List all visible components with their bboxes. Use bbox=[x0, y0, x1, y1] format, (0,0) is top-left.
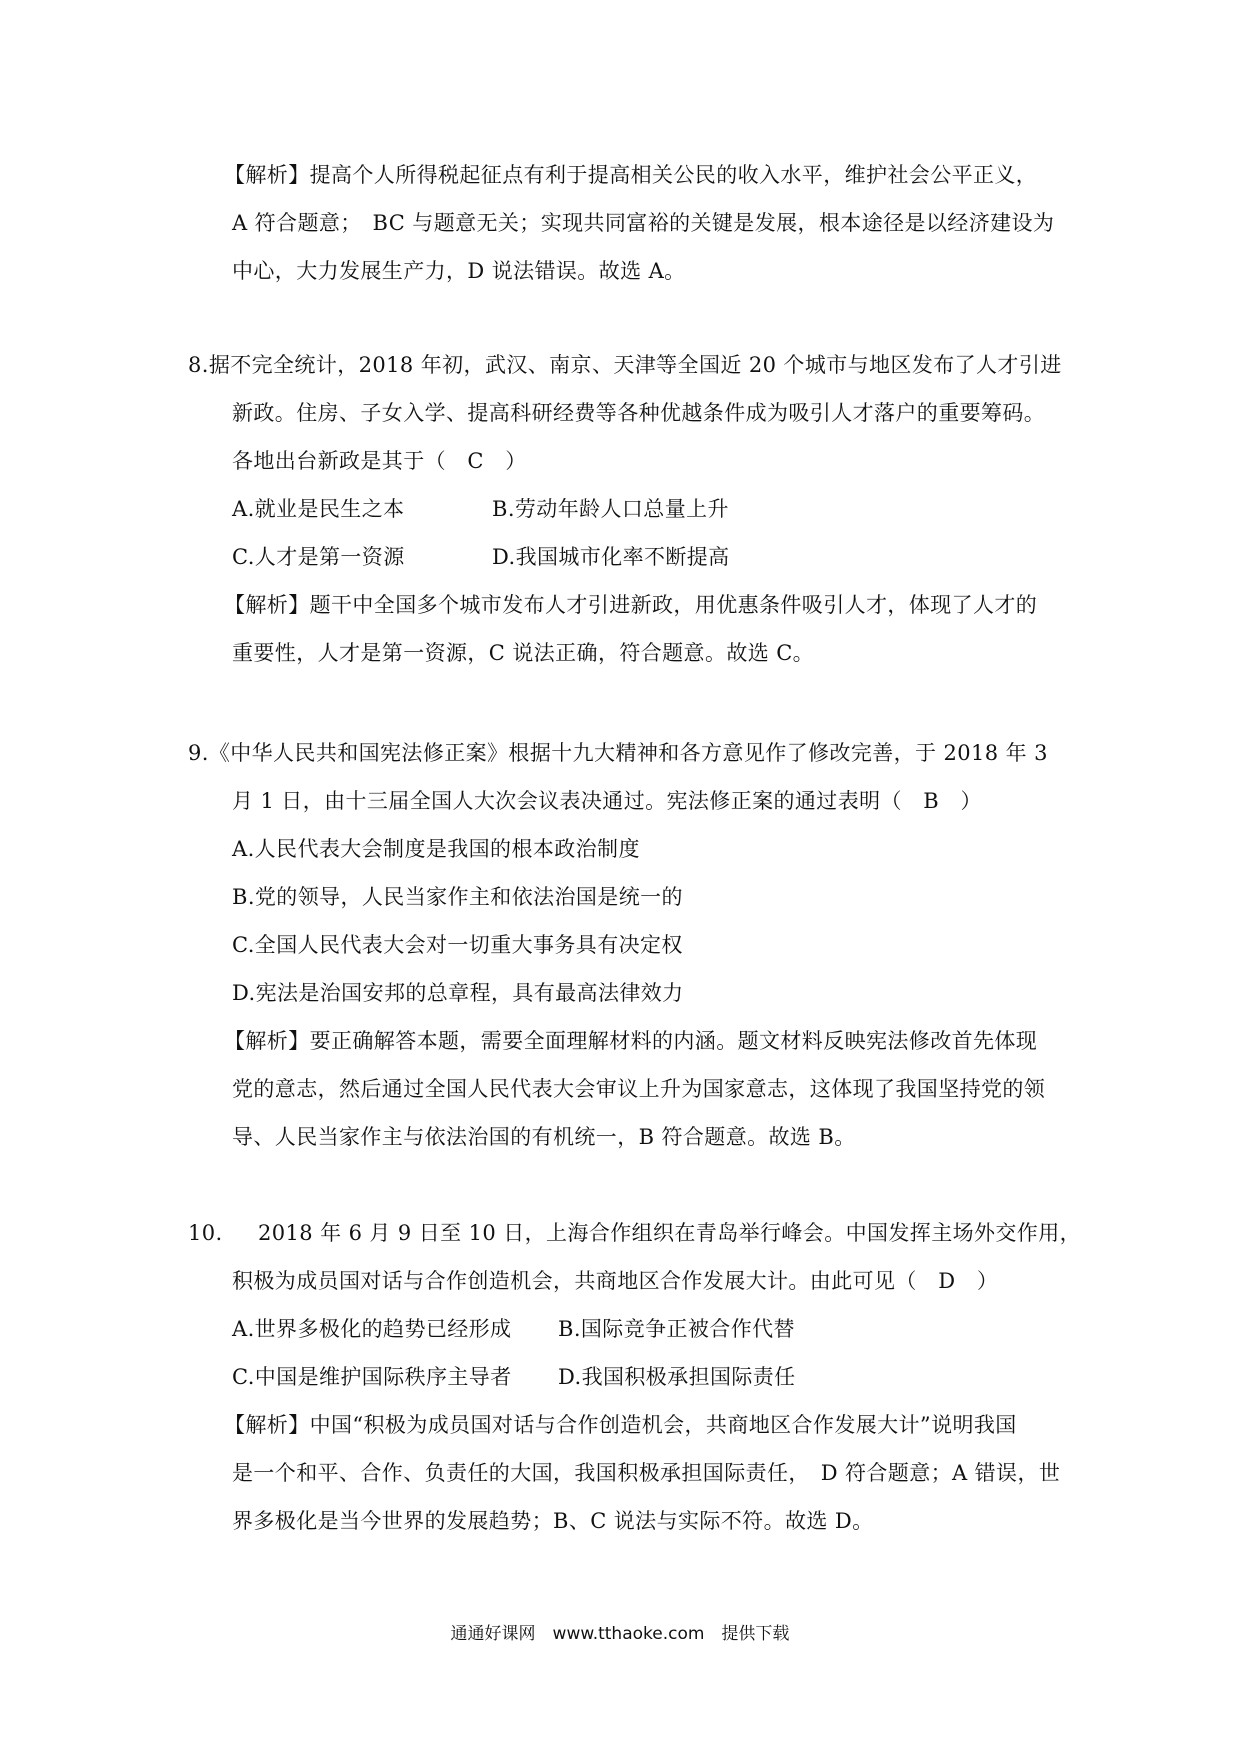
q9-option-a: A.人民代表大会制度是我国的根本政治制度 bbox=[232, 837, 640, 861]
q9-analysis-line-1: 【解析】要正确解答本题，需要全面理解材料的内涵。题文材料反映宪法修改首先体现 bbox=[224, 1029, 1038, 1053]
page-footer: 通通好课网 www.tthaoke.com 提供下载 bbox=[450, 1624, 790, 1644]
q10-option-c: C.中国是维护国际秩序主导者 bbox=[232, 1365, 512, 1389]
q9-option-c: C.全国人民代表大会对一切重大事务具有决定权 bbox=[232, 933, 683, 957]
q10-option-a: A.世界多极化的趋势已经形成 bbox=[232, 1317, 512, 1341]
q10-analysis-line-1: 【解析】中国“积极为成员国对话与合作创造机会，共商地区合作发展大计”说明我国 bbox=[224, 1413, 1017, 1437]
q8-option-a: A.就业是民生之本 bbox=[232, 497, 405, 521]
q9-stem-line-1: 9.《中华人民共和国宪法修正案》根据十九大精神和各方意见作了修改完善，于 2018 年 3 bbox=[188, 741, 1048, 765]
q7-analysis-line-1: 【解析】提高个人所得税起征点有利于提高相关公民的收入水平，维护社会公平正义， bbox=[224, 163, 1038, 187]
q10-option-b: B.国际竞争正被合作代替 bbox=[558, 1317, 795, 1341]
q10-stem-line-2: 积极为成员国对话与合作创造机会，共商地区合作发展大计。由此可见（ D ） bbox=[232, 1269, 999, 1293]
q8-analysis-line-2: 重要性，人才是第一资源，C 说法正确，符合题意。故选 C。 bbox=[232, 641, 815, 665]
q10-stem-line-1: 2018 年 6 月 9 日至 10 日，上海合作组织在青岛举行峰会。中国发挥主场外交作用， bbox=[258, 1221, 1082, 1245]
q7-analysis-line-3: 中心，大力发展生产力，D 说法错误。故选 A。 bbox=[232, 259, 686, 283]
q7-analysis-line-2: A 符合题意； BC 与题意无关；实现共同富裕的关键是发展，根本途径是以经济建设为 bbox=[232, 211, 1055, 235]
q8-stem-line-1: 8.据不完全统计，2018 年初，武汉、南京、天津等全国近 20 个城市与地区发布了人才引进 bbox=[188, 353, 1062, 377]
q8-stem-line-3: 各地出台新政是其于（ C ） bbox=[232, 449, 527, 473]
q9-analysis-line-3: 导、人民当家作主与依法治国的有机统一，B 符合题意。故选 B。 bbox=[232, 1125, 856, 1149]
q10-analysis-line-3: 界多极化是当今世界的发展趋势；B、C 说法与实际不符。故选 D。 bbox=[232, 1509, 874, 1533]
q8-stem-line-2: 新政。住房、子女入学、提高科研经费等各种优越条件成为吸引人才落户的重要筹码。 bbox=[232, 401, 1046, 425]
q9-option-b: B.党的领导，人民当家作主和依法治国是统一的 bbox=[232, 885, 683, 909]
q9-option-d: D.宪法是治国安邦的总章程，具有最高法律效力 bbox=[232, 981, 684, 1005]
q8-option-d: D.我国城市化率不断提高 bbox=[492, 545, 730, 569]
q9-stem-line-2: 月 1 日，由十三届全国人大次会议表决通过。宪法修正案的通过表明（ B ） bbox=[232, 789, 982, 813]
q10-option-d: D.我国积极承担国际责任 bbox=[558, 1365, 796, 1389]
q8-option-c: C.人才是第一资源 bbox=[232, 545, 405, 569]
q8-analysis-line-1: 【解析】题干中全国多个城市发布人才引进新政，用优惠条件吸引人才，体现了人才的 bbox=[224, 593, 1038, 617]
q10-number: 10. bbox=[188, 1221, 223, 1245]
q9-analysis-line-2: 党的意志，然后通过全国人民代表大会审议上升为国家意志，这体现了我国坚持党的领 bbox=[232, 1077, 1046, 1101]
q10-analysis-line-2: 是一个和平、合作、负责任的大国，我国积极承担国际责任， D 符合题意；A 错误，世 bbox=[232, 1461, 1061, 1485]
q8-option-b: B.劳动年龄人口总量上升 bbox=[492, 497, 729, 521]
